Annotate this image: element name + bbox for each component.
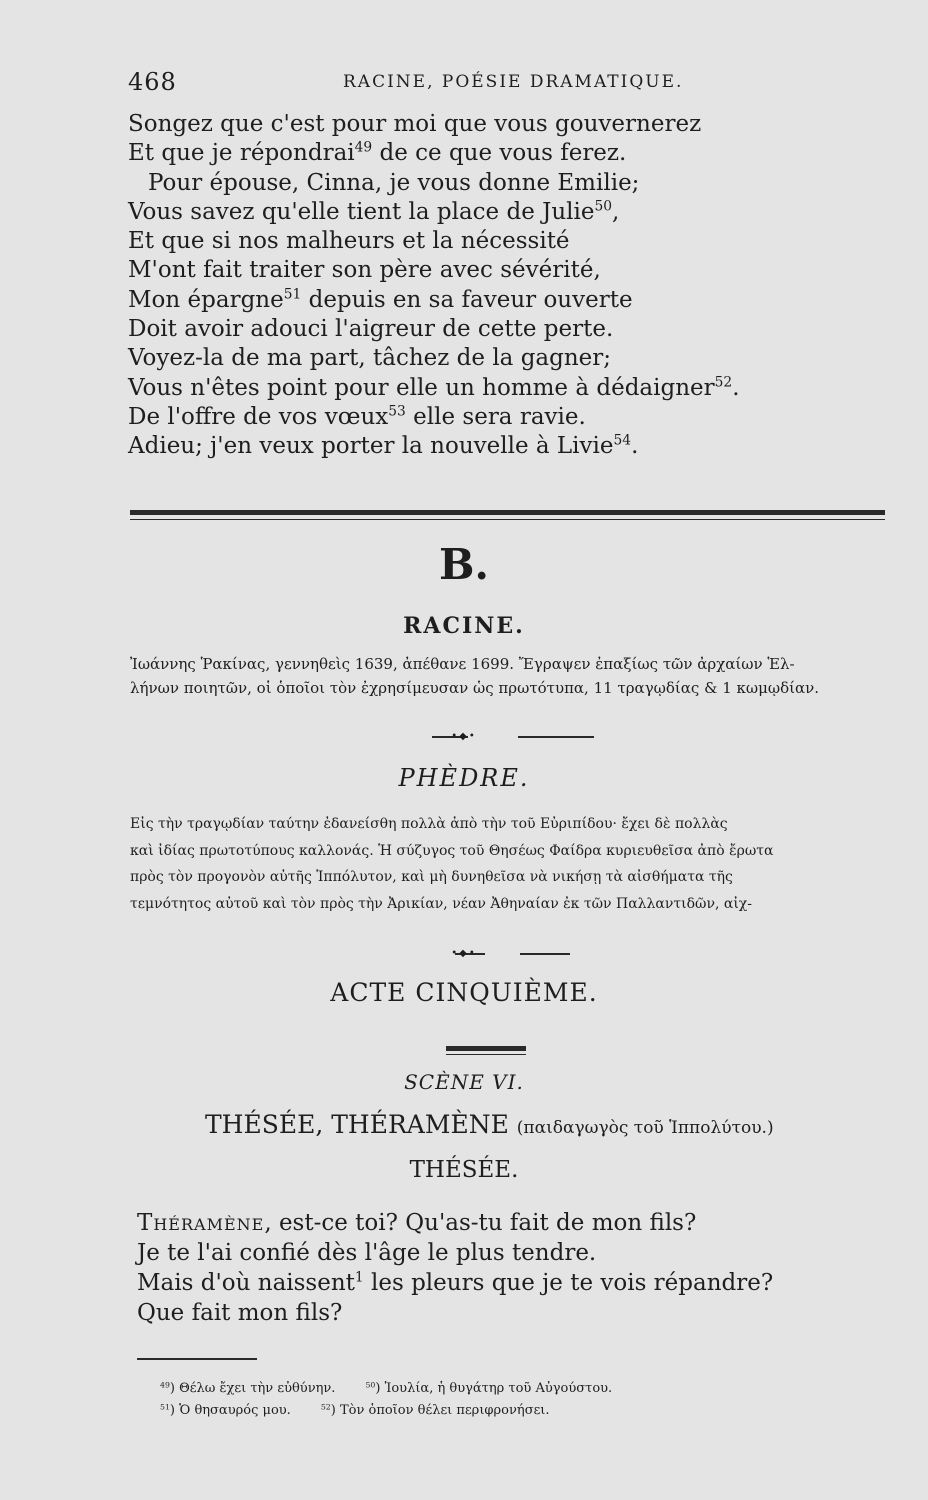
- intro-line: τεμνότητος αὐτοῦ καὶ τὸν πρὸς τὴν Ἀρικίαν, νέαν Ἀθηναίαν ἐκ τῶν Παλλαντιδῶν, αἰχ-: [130, 896, 753, 913]
- act-title: ACTE CINQUIÈME.: [330, 978, 598, 1007]
- verse-line: Et que je répondrai$^{49}$ de ce que vous ferez.: [128, 140, 627, 167]
- page-header: [128, 64, 858, 100]
- verse-line: Adieu; j'en veux porter la nouvelle à Livie$^{54}$.: [128, 433, 639, 460]
- verse-line: Pour épouse, Cinna, je vous donne Emilie;: [148, 169, 640, 196]
- verse-line: Doit avoir adouci l'aigreur de cette perte.: [128, 316, 614, 343]
- footnote-ref: 52: [714, 374, 733, 391]
- page-number: 468: [128, 68, 177, 96]
- section-letter: B.: [438, 540, 490, 589]
- verse-line: De l'offre de vos vœux$^{53}$ elle sera ravie.: [128, 403, 586, 430]
- ornament-glyph: •◆•: [451, 948, 477, 959]
- footnote-rule: [137, 1358, 257, 1360]
- ornament-divider: [0, 733, 928, 741]
- verse-line: Songez que c'est pour moi que vous gouvernerez: [128, 111, 702, 137]
- footnote-number: 49: [160, 1380, 170, 1390]
- ornament-divider: [0, 950, 928, 958]
- bio-line: Ἰωάννης Ῥακίνας, γεννηθεὶς 1639, ἀπέθανε 1699. Ἔγραψεν ἐπαξίως τῶν ἀρχαίων Ἑλ-: [130, 655, 795, 673]
- footnote-line: $^{49}$) Θέλω ἔχει τὴν εὐθύνην. $^{50}$) Ἰουλία, ἡ θυγάτηρ τοῦ Αὐγούστου.: [160, 1380, 613, 1396]
- footnote-ref: 50: [594, 198, 613, 215]
- footnote-number: 50: [365, 1380, 376, 1390]
- footnote-text: Τὸν ὁποῖον θέλει περιφρονήσει.: [339, 1403, 550, 1418]
- addressed-name: Théramène: [137, 1210, 265, 1236]
- section-divider: [130, 510, 885, 515]
- footnote-line: $^{51}$) Ὁ θησαυρός μου. $^{52}$) Τὸν ὁποῖον θέλει περιφρονήσει.: [160, 1402, 550, 1418]
- act-rule: [446, 1046, 526, 1051]
- scene-characters: [205, 1110, 774, 1139]
- footnotes: [160, 1378, 880, 1422]
- footnote-number: 51: [160, 1402, 170, 1412]
- play-title: PHÈDRE.: [398, 764, 530, 792]
- footnote-ref: 1: [354, 1269, 364, 1286]
- character-note: (παιδαγωγὸς τοῦ Ἱππολύτου.): [516, 1118, 774, 1138]
- verse-line: Et que si nos malheurs et la nécessité: [128, 228, 570, 255]
- footnote-text: Ἰουλία, ἡ θυγάτηρ τοῦ Αὐγούστου.: [384, 1381, 613, 1396]
- intro-line: Εἰς τὴν τραγῳδίαν ταύτην ἐδανείσθη πολλὰ ἀπὸ τὴν τοῦ Εὐριπίδου· ἔχει δὲ πολλὰς: [130, 816, 728, 832]
- verse-line: M'ont fait traiter son père avec sévérité,: [128, 257, 601, 284]
- footnote-text: Θέλω ἔχει τὴν εὐθύνην.: [179, 1381, 336, 1396]
- scene-title: SCÈNE VI.: [404, 1070, 524, 1094]
- footnote-number: 52: [320, 1402, 331, 1412]
- author-heading: RACINE.: [403, 613, 525, 639]
- verse-line: Mon épargne$^{51}$ depuis en sa faveur ouverte: [128, 286, 633, 313]
- intro-line: πρὸς τὸν προγονὸν αὐτῆς Ἱππόλυτον, καὶ μὴ δυνηθεῖσα νὰ νικήσῃ τὰ αἰσθήματα τῆς: [130, 869, 733, 886]
- intro-line: καὶ ἰδίας πρωτοτύπους καλλονάς. Ἡ σύζυγος τοῦ Θησέως Φαίδρα κυριευθεῖσα ἀπὸ ἔρωτα: [130, 842, 774, 859]
- footnote-ref: 49: [354, 140, 373, 157]
- dialogue-line: Que fait mon fils?: [137, 1300, 343, 1326]
- footnote-ref: 51: [283, 286, 302, 303]
- dialogue-line: Je te l'ai confié dès l'âge le plus tendre.: [137, 1240, 597, 1266]
- dialogue-line: Mais d'où naissent$^1$ les pleurs que je te vois répandre?: [137, 1269, 774, 1296]
- footnote-ref: 54: [613, 433, 632, 449]
- author-biography: [130, 652, 890, 700]
- section-divider-thin: [130, 519, 885, 520]
- act-rule-thin: [446, 1054, 526, 1055]
- verse-line: Voyez-la de ma part, tâchez de la gagner;: [128, 345, 612, 372]
- verse-line: Vous n'êtes point pour elle un homme à dédaigner$^{52}$.: [128, 374, 740, 401]
- verse-passage: [128, 110, 828, 462]
- dialogue-line: Théramène, est-ce toi? Qu'as-tu fait de mon fils?: [137, 1210, 697, 1236]
- character-names: THÉSÉE, THÉRAMÈNE: [205, 1110, 509, 1139]
- footnote-text: Ὁ θησαυρός μου.: [179, 1403, 291, 1418]
- play-introduction: [130, 811, 895, 918]
- speaker-heading: THÉSÉE.: [409, 1157, 519, 1183]
- verse-line: Vous savez qu'elle tient la place de Julie$^{50}$,: [128, 198, 620, 225]
- dialogue-passage: [137, 1208, 877, 1328]
- ornament-glyph: •◆•: [451, 731, 477, 742]
- footnote-ref: 53: [388, 403, 406, 420]
- bio-line: λήνων ποιητῶν, οἱ ὁποῖοι τὸν ἐχρησίμευσαν ὡς πρωτότυπα, 11 τραγῳδίας & 1 κωμῳδίαν.: [130, 679, 820, 697]
- running-head: RACINE, POÉSIE DRAMATIQUE.: [343, 72, 684, 92]
